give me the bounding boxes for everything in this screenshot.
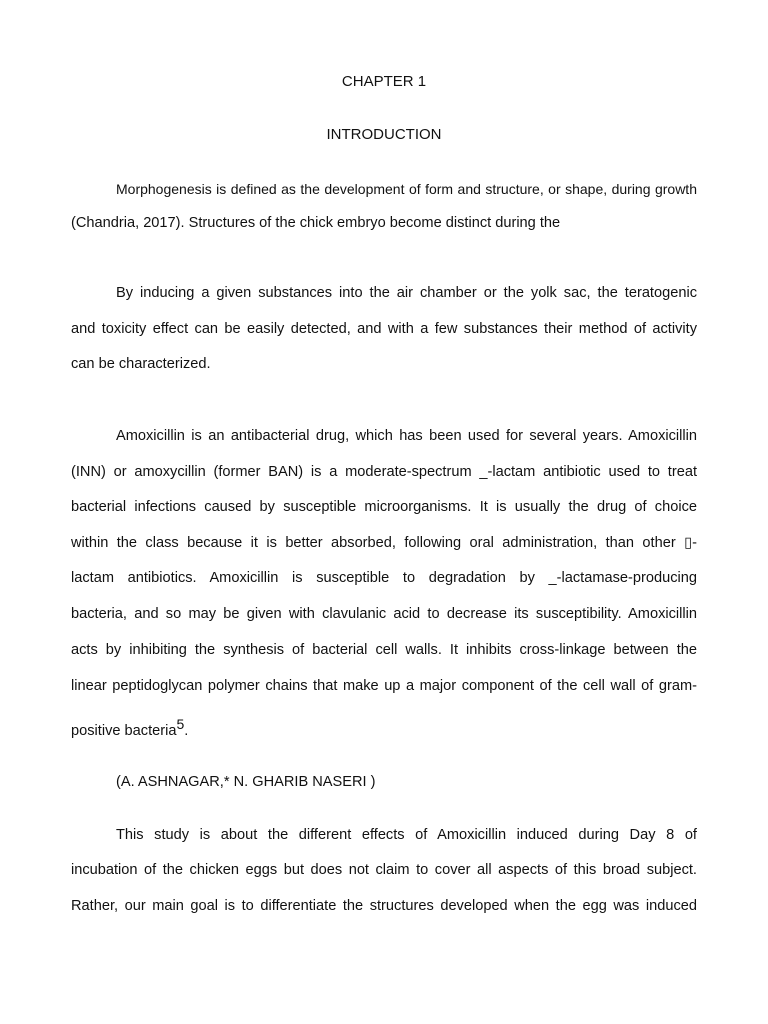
paragraph-4-line-2: incubation of the chicken eggs but does not claim to cover all aspects of this broad subject. [71,862,697,878]
paragraph-3-line-5: lactam antibiotics. Amoxicillin is susceptible to degradation by _-lactamase-producing [71,570,697,586]
paragraph-3-line-3: bacterial infections caused by susceptible microorganisms. It is usually the drug of choice [71,499,697,515]
paragraph-3-line-1: Amoxicillin is an antibacterial drug, which has been used for several years. Amoxicillin [116,428,697,444]
paragraph-3-line-2: (INN) or amoxycillin (former BAN) is a moderate-spectrum _-lactam antibiotic used to treat [71,464,697,480]
paragraph-2-line-2: and toxicity effect can be easily detected, and with a few substances their method of activity [71,321,697,337]
paragraph-1-line-2: (Chandria, 2017). Structures of the chick embryo become distinct during the [71,215,561,231]
paragraph-4-line-3: Rather, our main goal is to differentiate the structures developed when the egg was induced [71,898,697,914]
paragraph-3-line-8: linear peptidoglycan polymer chains that make up a major component of the cell wall of gram- [71,678,697,694]
paragraph-3-line-9-end: . [184,723,189,739]
chapter-heading: CHAPTER 1 [341,73,427,90]
paragraph-1-line-1: Morphogenesis is defined as the development of form and structure, or shape, during growth [116,181,697,197]
paragraph-3-line-9 [71,716,697,740]
footnote-marker: 5 [176,716,185,732]
paragraph-2-line-1: By inducing a given substances into the air chamber or the yolk sac, the teratogenic [116,285,697,301]
paragraph-2-line-3: can be characterized. [71,356,211,372]
paragraph-3-line-4: within the class because it is better absorbed, following oral administration, than other ▯- [71,535,697,551]
paragraph-3-line-7: acts by inhibiting the synthesis of bacterial cell walls. It inhibits cross-linkage between the [71,642,697,658]
paragraph-3-line-6: bacteria, and so may be given with clavulanic acid to decrease its susceptibility. Amoxicillin [71,606,697,622]
paragraph-3-line-9-text: positive bacteria [71,723,177,739]
paragraph-4-line-1: This study is about the different effects of Amoxicillin induced during Day 8 of [116,827,697,843]
section-title: INTRODUCTION [326,126,442,143]
citation: (A. ASHNAGAR,* N. GHARIB NASERI ) [116,774,376,790]
